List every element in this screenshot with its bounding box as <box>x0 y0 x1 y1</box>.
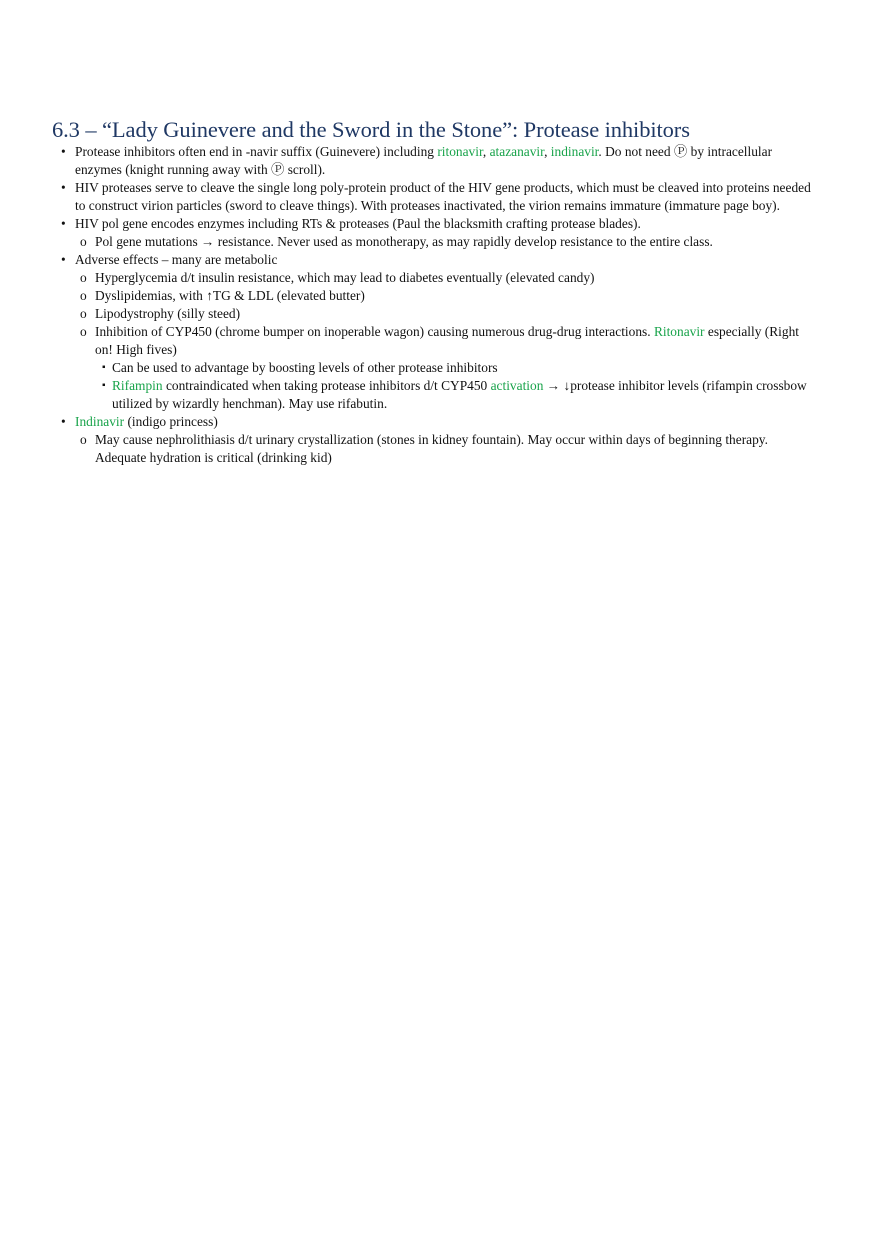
bullet-marker: • <box>61 252 66 267</box>
separator: , <box>482 144 490 159</box>
item-text: Can be used to advantage by boosting levels of other protease inhibitors <box>112 360 498 375</box>
drug-rifampin: Rifampin <box>112 378 163 393</box>
item-text: Dyslipidemias, with ↑TG & LDL (elevated butter) <box>95 288 365 303</box>
item-text: especially (Right on! High fives) <box>95 324 799 357</box>
sub-marker: o <box>80 288 87 303</box>
bullet-marker: • <box>61 216 66 231</box>
item-text: contraindicated when taking protease inhibitors d/t CYP450 <box>162 378 491 393</box>
sub-item-hyperglycemia <box>58 269 818 287</box>
sub-marker: o <box>80 432 87 447</box>
item-text: Protease inhibitors often end in -navir suffix (Guinevere) including <box>75 144 438 159</box>
sub-item-lipodystrophy <box>58 305 818 323</box>
subsub-marker: ▪ <box>102 380 106 391</box>
bullet-item-pol-gene <box>58 215 818 233</box>
sub-item-cyp450 <box>58 323 818 359</box>
item-text: . Do not need Ⓟ by intracellular enzymes (knight running away with Ⓟ scroll). <box>75 144 773 177</box>
bullet-item-indinavir <box>58 413 818 431</box>
sub-item-nephrolithiasis <box>58 431 818 467</box>
item-text: → ↓protease inhibitor levels (rifampin crossbow utilized by wizardly henchman). May use rifabutin. <box>112 378 807 411</box>
sub-item-resistance <box>58 233 818 251</box>
sub-marker: o <box>80 234 87 249</box>
section-title: 6.3 – “Lady Guinevere and the Sword in the Stone”: Protease inhibitors <box>52 117 690 142</box>
item-text: Adverse effects – many are metabolic <box>75 252 278 267</box>
bullet-item-adverse-effects <box>58 251 818 269</box>
drug-atazanavir: atazanavir <box>489 144 545 159</box>
bullet-item-naming <box>58 143 818 179</box>
notes-body <box>58 143 818 467</box>
item-text: Lipodystrophy (silly steed) <box>95 306 241 321</box>
subsub-marker: ▪ <box>102 362 106 373</box>
sub-marker: o <box>80 324 87 339</box>
item-text: (indigo princess) <box>124 414 218 429</box>
bullet-item-hiv-proteases <box>58 179 818 215</box>
item-text: HIV pol gene encodes enzymes including RTs & proteases (Paul the blacksmith crafting protease blades). <box>75 216 641 231</box>
item-text: Inhibition of CYP450 (chrome bumper on inoperable wagon) causing numerous drug-drug interactions. <box>95 324 654 339</box>
sub-item-dyslipidemias <box>58 287 818 305</box>
drug-indinavir: Indinavir <box>75 414 125 429</box>
drug-indinavir: indinavir <box>550 144 599 159</box>
bullet-marker: • <box>61 180 66 195</box>
subsub-item-boosting <box>58 359 818 377</box>
item-text: HIV proteases serve to cleave the single long poly-protein product of the HIV gene products, which must be cleaved into proteins needed to construct virion particles (sword to cleave things). With proteases inactivated, the virion remains immature (immature page boy). <box>75 180 811 213</box>
drug-ritonavir: ritonavir <box>437 144 483 159</box>
term-activation: activation <box>490 378 544 393</box>
item-text: May cause nephrolithiasis d/t urinary crystallization (stones in kidney fountain). May occur within days of beginning therapy. Adequate hydration is critical (drinking kid) <box>95 432 768 465</box>
subsub-item-rifampin <box>58 377 818 413</box>
sub-marker: o <box>80 270 87 285</box>
sub-marker: o <box>80 306 87 321</box>
separator: , <box>544 144 551 159</box>
bullet-marker: • <box>61 144 66 159</box>
item-text: Hyperglycemia d/t insulin resistance, which may lead to diabetes eventually (elevated candy) <box>95 270 595 285</box>
item-text: Pol gene mutations → resistance. Never used as monotherapy, as may rapidly develop resistance to the entire class. <box>95 234 713 249</box>
drug-ritonavir: Ritonavir <box>653 324 705 339</box>
bullet-marker: • <box>61 414 66 429</box>
